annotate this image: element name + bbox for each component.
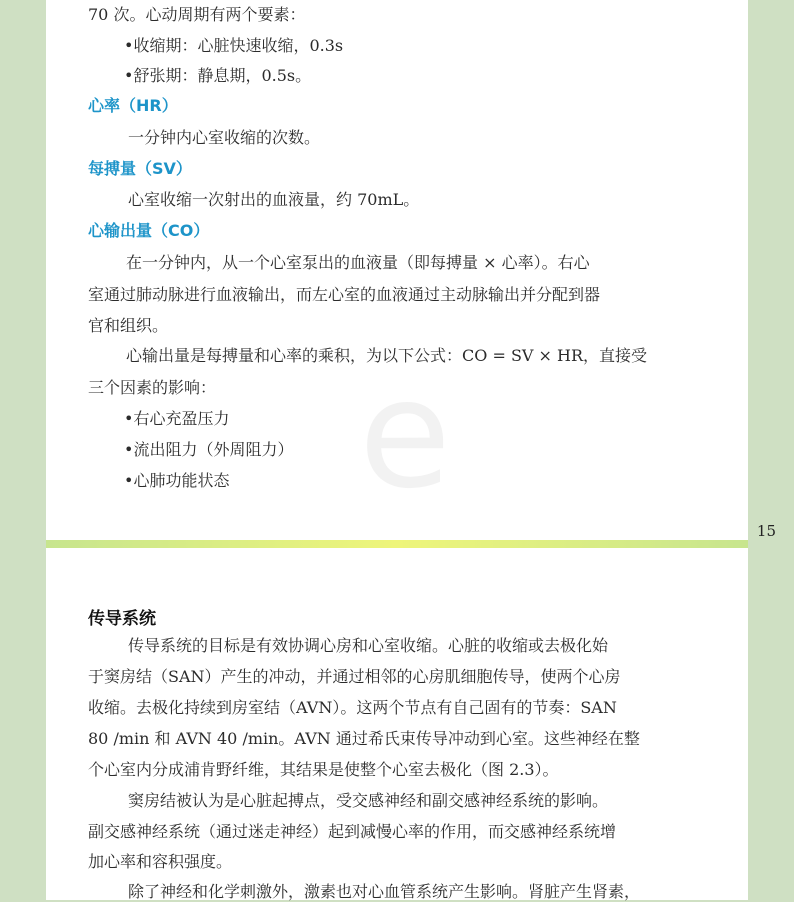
conduction-para2-line: 副交感神经系统（通过迷走神经）起到减慢心率的作用，而交感神经系统增 [88,822,617,841]
conduction-para1-line: 个心室内分成浦肯野纤维，其结果是使整个心室去极化（图 2.3）。 [88,760,559,779]
conduction-para1-line: 收缩。去极化持续到房室结（AVN）。这两个节点有自己固有的节奏：SAN [88,698,617,717]
co-heading: 心输出量（CO） [88,221,210,240]
conduction-para3-line: 除了神经和化学刺激外，激素也对心血管系统产生影响。肾脏产生肾素， [128,882,641,901]
co-factor-item: •心肺功能状态 [124,471,230,490]
co-factor-item: •右心充盈压力 [124,409,230,428]
cycle-item-systole: •收缩期：心脏快速收缩，0.3s [124,36,344,55]
sv-definition: 心室收缩一次射出的血液量，约 70mL。 [128,190,420,209]
co-factor-item: •流出阻力（外周阻力） [124,440,294,459]
co-para1-line: 室通过肺动脉进行血液输出，而左心室的血液通过主动脉输出并分配到器 [88,285,601,304]
conduction-para1-line: 传导系统的目标是有效协调心房和心室收缩。心脏的收缩或去极化始 [128,636,609,655]
page-number: 15 [756,522,776,540]
watermark-e-logo: e [358,348,452,522]
conduction-para1-line: 于窦房结（SAN）产生的冲动，并通过相邻的心房肌细胞传导，使两个心房 [88,667,621,686]
section-title: 传导系统 [88,609,156,629]
co-para2-line: 三个因素的影响： [88,378,217,397]
page-divider [46,540,748,548]
cycle-item-diastole: •舒张期：静息期，0.5s。 [124,66,312,85]
hr-heading: 心率（HR） [88,96,178,115]
hr-definition: 一分钟内心室收缩的次数。 [128,128,321,147]
co-para1-line: 在一分钟内，从一个心室泵出的血液量（即每搏量 × 心率）。右心 [126,253,590,272]
co-para1-line: 官和组织。 [88,316,169,335]
conduction-para1-line: 80 /min 和 AVN 40 /min。AVN 通过希氏束传导冲动到心室。这些神经在整 [88,729,640,748]
intro-line: 70 次。心动周期有两个要素： [88,5,306,24]
conduction-para2-line: 窦房结被认为是心脏起搏点，受交感神经和副交感神经系统的影响。 [128,791,609,810]
co-para2-line: 心输出量是每搏量和心率的乘积，为以下公式：CO = SV × HR，直接受 [126,346,648,365]
lower-page [46,548,748,900]
conduction-para2-line: 加心率和容积强度。 [88,852,233,871]
sv-heading: 每搏量（SV） [88,159,192,178]
